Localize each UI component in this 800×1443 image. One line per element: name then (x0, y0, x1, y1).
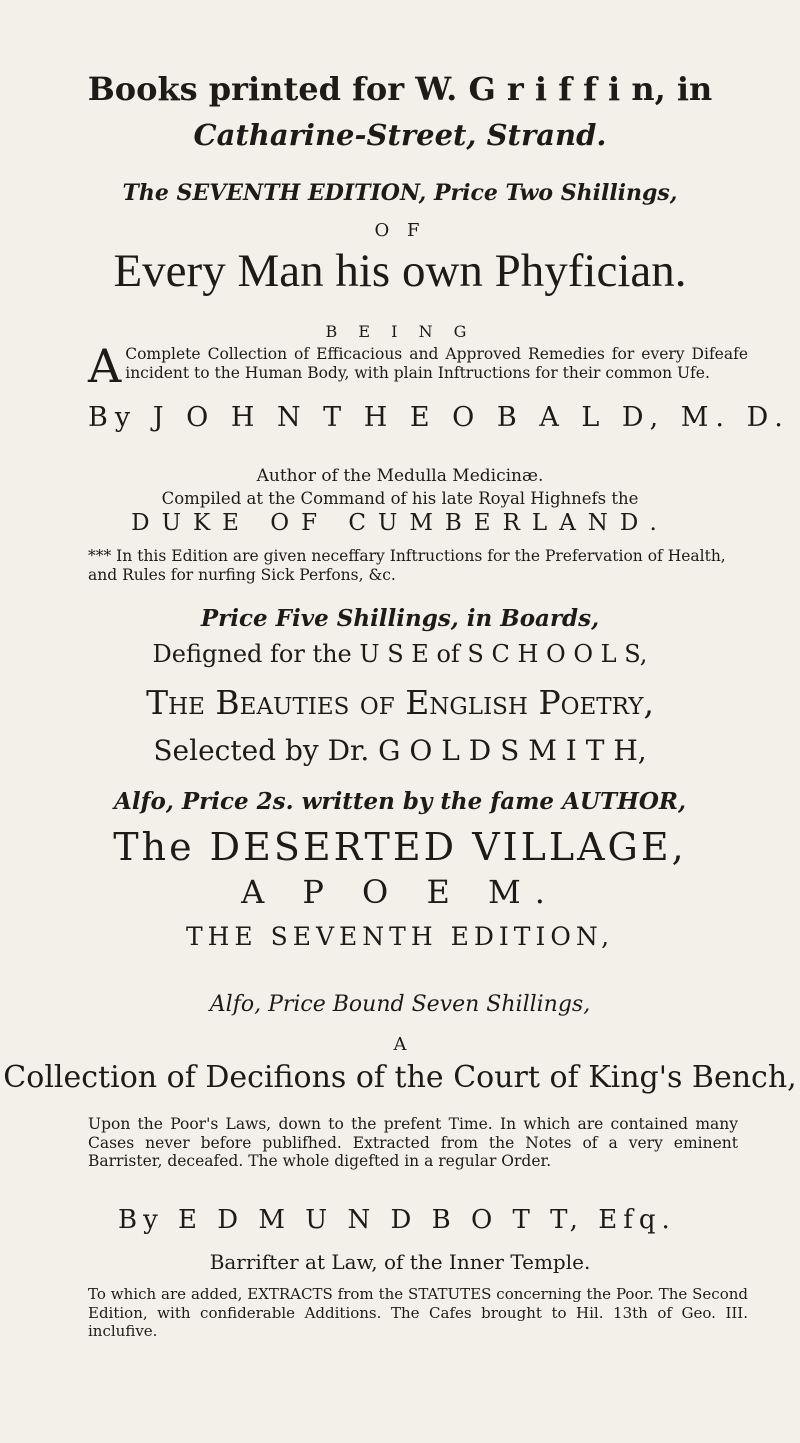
book4-title: Collection of Decifions of the Court of King's Bench, (3, 1060, 797, 1095)
book1-author: J O H N T H E O B A L D, M. D. (152, 402, 790, 433)
drop-cap: A (88, 339, 122, 393)
book2-designed: Defigned for the U S E of S C H O O L S, (152, 640, 648, 668)
book3-edition: THE SEVENTH EDITION, (185, 922, 615, 951)
publisher-header: Books printed for W. G r i f f i n, in (87, 70, 713, 108)
publisher-address: Catharine-Street, Strand. (193, 118, 607, 152)
book1-edition: The SEVENTH EDITION, Price Two Shillings, (122, 180, 678, 206)
book1-compiled: Compiled at the Command of his late Royal Highnefs the (161, 489, 639, 508)
book2-title: The Beauties of English Poetry, (146, 683, 654, 722)
book4-author: By E D M U N D B O T T, Efq. (118, 1205, 676, 1235)
book2-selected: Selected by Dr. G O L D S M I T H, (153, 734, 647, 767)
book4-upon: Upon the Poor's Laws, down to the prefent Time. In which are contained many Cases never before publifhed. Extracted from the Notes of a very eminent Barrister, deceafed. The whole digefted in a regular Order. (88, 1115, 738, 1170)
book4-a: A (393, 1034, 407, 1055)
book1-author-line (88, 402, 790, 433)
book4-extracts: To which are added, EXTRACTS from the STATUTES concerning the Poor. The Second Edition, with confiderable Additions. The Cafes brought to Hil. 13th of Geo. III. inclufive. (88, 1285, 748, 1340)
book3-title: The DESERTED VILLAGE, (113, 825, 687, 869)
book1-being: B E I N G (325, 322, 475, 341)
book1-note: *** In this Edition are given neceffary Inftructions for the Prefervation of Health, and Rules for nurfing Sick Perfons, &c. (88, 547, 726, 584)
book1-duke: DUKE OF CUMBERLAND. (131, 510, 669, 536)
book1-author-note: Author of the Medulla Medicinæ. (256, 466, 544, 486)
book1-by: By (88, 402, 138, 433)
book1-description-text: Complete Collection of Efficacious and Approved Remedies for every Difeafe incident to the Human Body, with plain Inftructions for their common Ufe. (125, 345, 748, 382)
book3-poem: A P O E M. (241, 873, 559, 911)
book1-description (88, 339, 748, 393)
book2-price: Price Five Shillings, in Boards, (200, 605, 600, 632)
book1-title: Every Man his own Phyfician. (113, 245, 687, 297)
book4-also: Alfo, Price Bound Seven Shillings, (209, 992, 591, 1017)
book3-also: Alfo, Price 2s. written by the fame AUTHOR, (114, 788, 686, 815)
book4-barrister: Barrifter at Law, of the Inner Temple. (209, 1250, 591, 1274)
book1-of: O F (374, 220, 426, 241)
